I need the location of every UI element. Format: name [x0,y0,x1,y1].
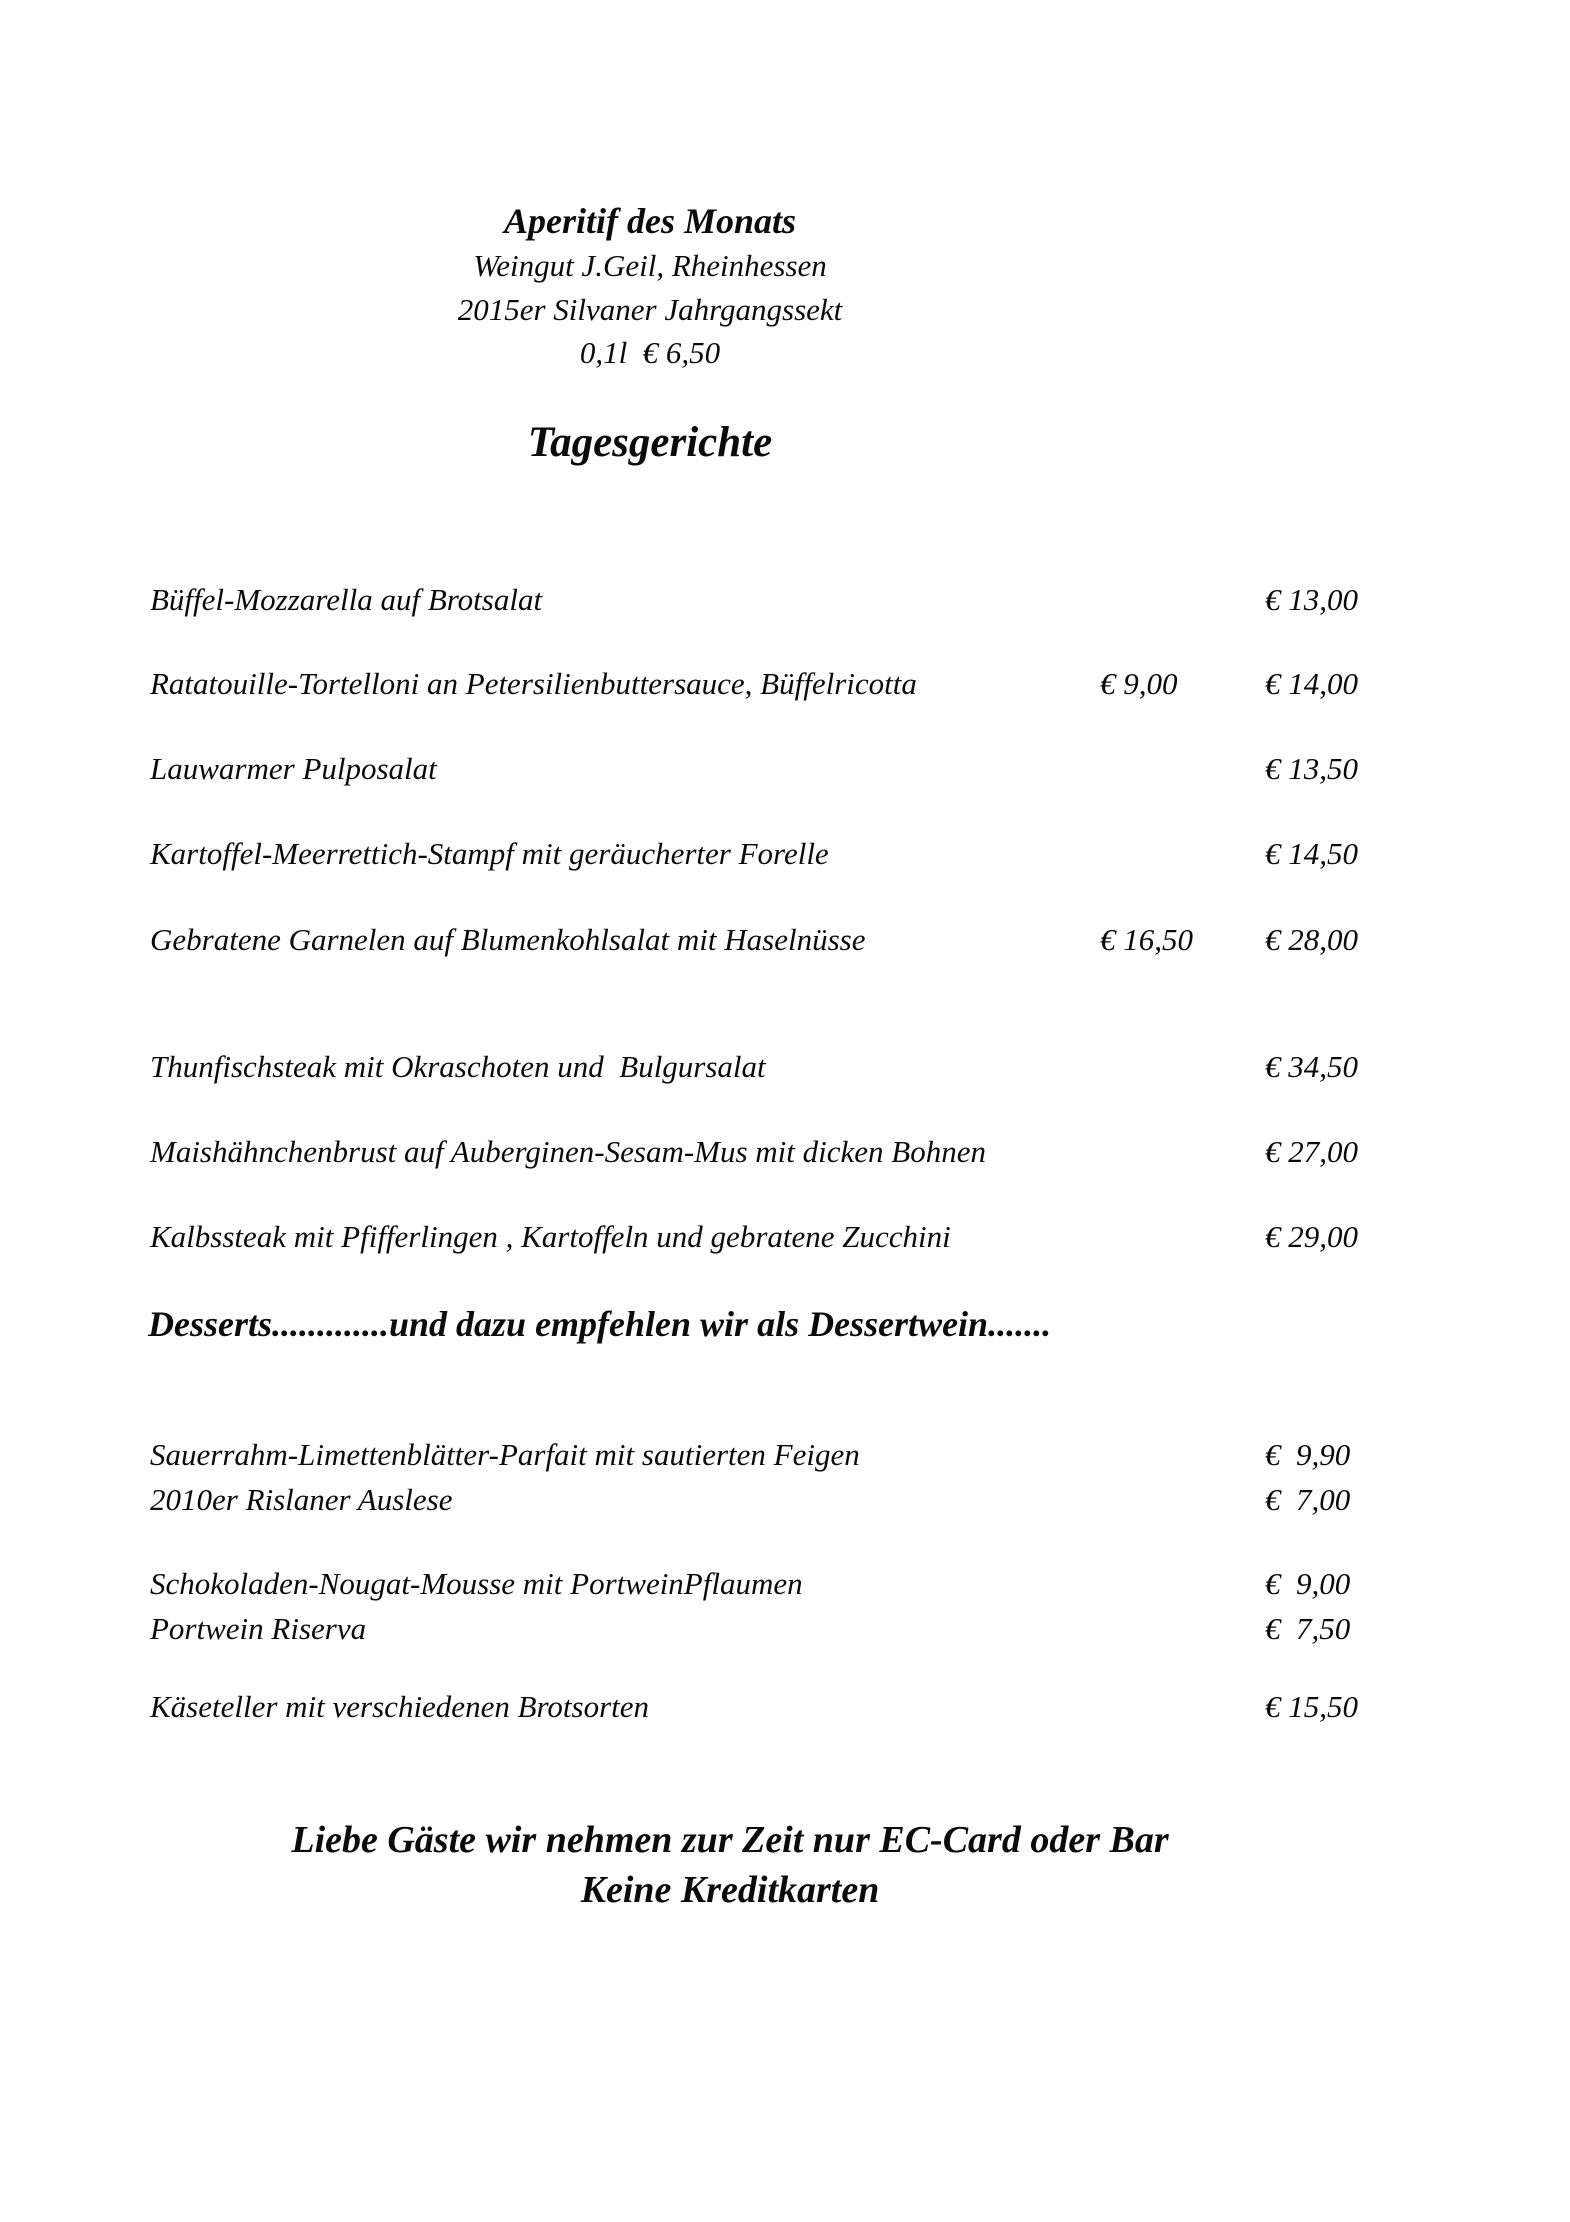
dessert-wine-name: Portwein Riserva [150,1611,367,1646]
section-title: Tagesgerichte [527,419,773,466]
dish-price: € 34,50 [1265,1049,1358,1084]
dish-price: € 29,00 [1265,1219,1358,1254]
menu-item-row [150,666,1390,702]
dessert-name: Schokoladen-Nougat-Mousse mit PortweinPflaumen [150,1566,803,1601]
menu-item-row [150,1219,1390,1255]
dish-name: Büffel-Mozzarella auf Brotsalat [150,582,543,617]
dessert-wine-row [150,1611,1390,1647]
dish-small-price: € 9,00 [1100,666,1178,701]
dish-price: € 14,50 [1265,836,1358,871]
dessert-row [150,1437,1390,1473]
dessert-name: Käseteller mit verschiedenen Brotsorten [150,1689,650,1724]
dish-name: Kalbssteak mit Pfifferlingen , Kartoffeln und gebratene Zucchini [150,1219,951,1254]
dish-price: € 13,00 [1265,582,1358,617]
payment-notice-line1: Liebe Gäste wir nehmen zur Zeit nur EC-Card oder Bar [291,1819,1169,1861]
dessert-name: Sauerrahm-Limettenblätter-Parfait mit sautierten Feigen [150,1437,860,1472]
payment-notice-line2: Keine Kreditkarten [580,1869,880,1911]
menu-item-row [150,1134,1390,1170]
dessert-price: € 15,50 [1265,1689,1358,1724]
aperitif-wine: 2015er Silvaner Jahrgangssekt [457,292,843,327]
dessert-wine-row [150,1482,1390,1518]
dessert-row [150,1689,1390,1725]
menu-item-row [150,582,1390,618]
dish-name: Thunfischsteak mit Okraschoten und Bulgursalat [150,1049,766,1084]
dish-price: € 14,00 [1265,666,1358,701]
dessert-price: € 9,00 [1265,1566,1351,1601]
dish-name: Maishähnchenbrust auf Auberginen-Sesam-Mus mit dicken Bohnen [150,1134,986,1169]
dish-small-price: € 16,50 [1100,922,1193,957]
dish-price: € 27,00 [1265,1134,1358,1169]
dessert-wine-name: 2010er Rislaner Auslese [150,1482,453,1517]
menu-item-row [150,922,1390,958]
dish-price: € 28,00 [1265,922,1358,957]
dessert-wine-price: € 7,00 [1265,1482,1351,1517]
aperitif-price: 0,1l € 6,50 [579,335,721,370]
dessert-price: € 9,90 [1265,1437,1351,1472]
dish-name: Ratatouille-Tortelloni an Petersilienbuttersauce, Büffelricotta [150,666,917,701]
dessert-row [150,1566,1390,1602]
dish-name: Gebratene Garnelen auf Blumenkohlsalat mit Haselnüsse [150,922,866,957]
dish-price: € 13,50 [1265,751,1358,786]
menu-item-row [150,836,1390,872]
aperitif-title: Aperitif des Monats [503,201,797,241]
menu-item-row [150,1049,1390,1085]
desserts-heading: Desserts.............und dazu empfehlen wir als Dessertwein....... [148,1304,1052,1344]
dish-name: Lauwarmer Pulposalat [150,751,437,786]
menu-item-row [150,751,1390,787]
aperitif-winery: Weingut J.Geil, Rheinhessen [473,248,827,283]
dish-name: Kartoffel-Meerrettich-Stampf mit geräucherter Forelle [150,836,829,871]
dessert-wine-price: € 7,50 [1265,1611,1351,1646]
